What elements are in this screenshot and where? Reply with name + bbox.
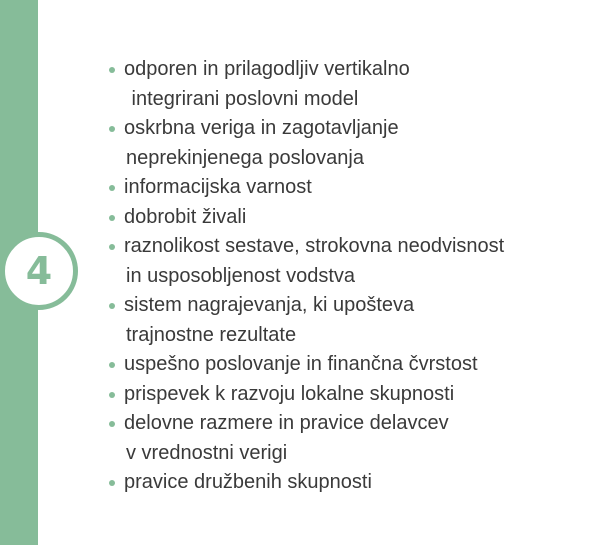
list-item-text: oskrbna veriga in zagotavljanje: [124, 117, 399, 139]
bullet-dot-icon: [109, 362, 115, 368]
topic-list: [108, 55, 504, 498]
list-item-text: dobrobit živali: [124, 205, 247, 228]
list-item-text: uspešno poslovanje in finančna čvrstost: [124, 353, 478, 375]
list-item-text: prispevek k razvoju lokalne skupnosti: [124, 382, 455, 405]
list-item-text: sistem nagrajevanja, ki upošteva: [124, 294, 415, 316]
list-item-text: odporen in prilagodljiv vertikalno: [124, 58, 410, 80]
list-item: [108, 114, 504, 173]
list-item-text: pravice družbenih skupnosti: [124, 471, 372, 493]
list-item-text: delovne razmere in pravice delavcev: [124, 412, 449, 434]
number-badge: [0, 232, 78, 310]
list-item: [108, 232, 504, 291]
bullet-dot-icon: [109, 185, 115, 191]
bullet-dot-icon: [109, 480, 115, 486]
bullet-dot-icon: [109, 392, 115, 398]
bullet-dot-icon: [109, 126, 115, 132]
bullet-dot-icon: [109, 303, 115, 309]
list-item: [108, 203, 504, 233]
list-item: [108, 55, 504, 114]
list-item-text-continued: trajnostne rezultate: [126, 323, 297, 346]
list-item: [108, 173, 504, 203]
bullet-dot-icon: [109, 244, 115, 250]
list-item: [108, 291, 504, 350]
list-item-text-continued: in usposobljenost vodstva: [126, 264, 356, 287]
list-item: [108, 468, 504, 498]
bullet-dot-icon: [109, 421, 115, 427]
list-item-text: raznolikost sestave, strokovna neodvisnost: [124, 235, 505, 257]
list-item-text: informacijska varnost: [124, 176, 312, 198]
list-item-text-continued: v vrednostni verigi: [126, 441, 288, 464]
bullet-dot-icon: [109, 67, 115, 73]
bullet-dot-icon: [109, 215, 115, 221]
list-item-text-continued: integrirani poslovni model: [126, 87, 359, 110]
list-item: [108, 350, 504, 380]
badge-number: 4: [25, 249, 53, 293]
list-item: [108, 380, 504, 410]
list-item-text-continued: neprekinjenega poslovanja: [126, 146, 364, 169]
list-item: [108, 409, 504, 468]
